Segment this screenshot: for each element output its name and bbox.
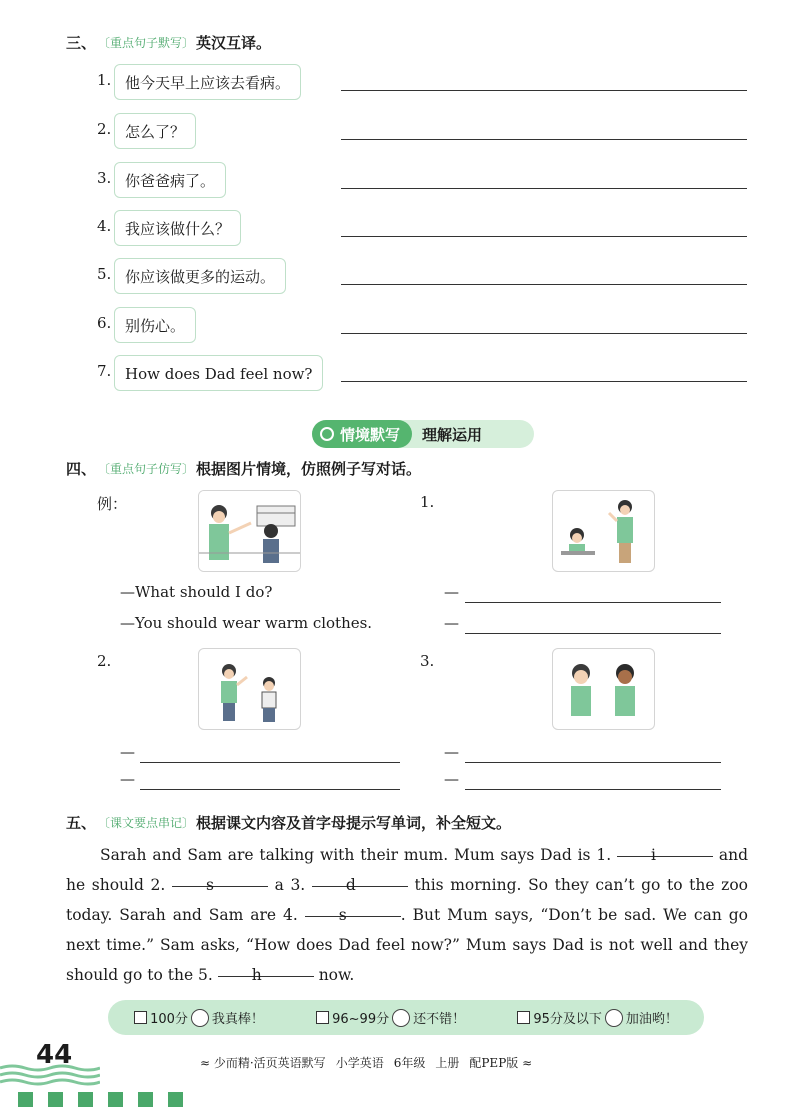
- item-1-number: 1.: [420, 493, 435, 511]
- example-answer: —You should wear warm clothes.: [120, 614, 373, 632]
- dash-mark: —: [444, 583, 459, 601]
- answer-line[interactable]: [140, 789, 400, 790]
- answer-line[interactable]: [465, 602, 721, 603]
- score-comment: 加油哟！: [625, 1012, 678, 1027]
- hint-letter: s: [338, 906, 347, 924]
- section-3-tag: 〔重点句子默写〕: [98, 36, 195, 50]
- answer-line[interactable]: [341, 381, 747, 382]
- blank-4[interactable]: [305, 900, 401, 924]
- checkbox[interactable]: [517, 1011, 530, 1024]
- checkbox[interactable]: [316, 1011, 329, 1024]
- blank-2[interactable]: [172, 870, 268, 894]
- item-3-number: 3.: [420, 652, 435, 670]
- translation-row: [97, 64, 752, 96]
- section-4-title: 根据图片情境，仿照例子写对话。: [196, 460, 422, 478]
- prompt-box: 你爸爸病了。: [114, 162, 226, 198]
- blank-5[interactable]: [218, 960, 314, 984]
- prompt-box: 别伤心。: [114, 307, 196, 343]
- square-icon: [48, 1092, 63, 1107]
- answer-line[interactable]: [341, 284, 747, 285]
- translation-row: [97, 307, 752, 339]
- square-decoration: [18, 1092, 183, 1107]
- footer-subject: 小学英语: [335, 1056, 384, 1070]
- footer-edition: 配PEP版 ≈: [469, 1056, 533, 1070]
- passage-text: Sarah and Sam are talking with their mum. Mum says Dad is 1.: [100, 846, 617, 864]
- answer-line[interactable]: [140, 762, 400, 763]
- score-bar: [108, 1000, 704, 1035]
- square-icon: [168, 1092, 183, 1107]
- dash-mark: —: [120, 743, 135, 761]
- section-5-title: 根据课文内容及首字母提示写单词，补全短文。: [196, 814, 512, 832]
- item-number: 5.: [97, 265, 112, 283]
- score-option: [134, 1008, 264, 1027]
- score-range: 100分: [150, 1012, 188, 1027]
- picture-3: [552, 648, 655, 730]
- answer-line[interactable]: [465, 762, 721, 763]
- answer-line[interactable]: [465, 789, 721, 790]
- frog-face-icon: [605, 1009, 623, 1027]
- passage-text: a 3.: [267, 876, 312, 894]
- passage-text: . But Mum says, “Don’t be sad. We can go next time.” Sam asks, “How does Dad feel now?” Mum says Dad is not well and they should go to the 5.: [66, 906, 749, 984]
- page-number: 44: [36, 1040, 73, 1070]
- section-banner: [312, 420, 534, 448]
- dash-mark: —: [444, 743, 459, 761]
- checkbox[interactable]: [134, 1011, 147, 1024]
- blank-1[interactable]: [617, 840, 713, 864]
- score-comment: 我真棒！: [211, 1012, 264, 1027]
- square-icon: [108, 1092, 123, 1107]
- hint-letter: i: [651, 846, 656, 864]
- answer-line[interactable]: [341, 236, 747, 237]
- footer-volume: 上册: [435, 1056, 460, 1070]
- smiley-face-icon: [392, 1009, 410, 1027]
- prompt-box: 怎么了？: [114, 113, 196, 149]
- banner-label: 情境默写: [340, 425, 401, 444]
- prompt-box: 我应该做什么？: [114, 210, 241, 246]
- score-comment: 还不错！: [413, 1012, 466, 1027]
- square-icon: [78, 1092, 93, 1107]
- hint-letter: s: [205, 876, 214, 894]
- section-4-prefix: 四、: [66, 460, 97, 478]
- section-3-heading: [66, 32, 271, 53]
- dash-mark: —: [444, 770, 459, 788]
- item-2-number: 2.: [97, 652, 112, 670]
- square-icon: [18, 1092, 33, 1107]
- section-5-prefix: 五、: [66, 814, 97, 832]
- target-icon: [320, 427, 334, 441]
- wave-decoration-icon: [0, 1064, 100, 1086]
- item-number: 4.: [97, 217, 112, 235]
- passage-text: and he should 2.: [66, 846, 748, 894]
- footer-series: ≈ 少而精·活页英语默写: [200, 1056, 326, 1070]
- answer-line[interactable]: [341, 333, 747, 334]
- footer-grade: 6年级: [393, 1056, 426, 1070]
- passage: [66, 840, 748, 990]
- picture-1: [552, 490, 655, 572]
- footer-info: [200, 1054, 532, 1071]
- answer-line[interactable]: [341, 188, 747, 189]
- translation-row: [97, 355, 752, 387]
- square-icon: [138, 1092, 153, 1107]
- dash-mark: —: [120, 770, 135, 788]
- example-label: 例：: [97, 495, 128, 513]
- item-number: 1.: [97, 71, 112, 89]
- section-3-prefix: 三、: [66, 34, 97, 52]
- hint-letter: h: [251, 966, 262, 984]
- translation-row: [97, 113, 752, 145]
- translation-row: [97, 162, 752, 194]
- translation-row: [97, 258, 752, 290]
- prompt-box: 你应该做更多的运动。: [114, 258, 286, 294]
- dash-mark: —: [444, 614, 459, 632]
- section-3-title: 英汉互译。: [196, 34, 272, 52]
- answer-line[interactable]: [341, 90, 747, 91]
- item-number: 6.: [97, 314, 112, 332]
- hint-letter: d: [345, 876, 356, 894]
- example-question: —What should I do?: [120, 583, 273, 601]
- translation-row: [97, 210, 752, 242]
- answer-line[interactable]: [465, 633, 721, 634]
- blank-3[interactable]: [312, 870, 408, 894]
- item-number: 2.: [97, 120, 112, 138]
- section-4-tag: 〔重点句子仿写〕: [98, 462, 195, 476]
- banner-pill: [312, 420, 412, 448]
- passage-text: now.: [313, 966, 355, 984]
- section-5-tag: 〔课文要点串记〕: [98, 816, 195, 830]
- example-picture: [198, 490, 301, 572]
- score-range: 96~99分: [332, 1012, 390, 1027]
- picture-2: [198, 648, 301, 730]
- item-number: 3.: [97, 169, 112, 187]
- item-number: 7.: [97, 362, 112, 380]
- section-5-heading: [66, 812, 511, 833]
- smiley-face-icon: [191, 1009, 209, 1027]
- score-option: [517, 1008, 678, 1027]
- prompt-box: 他今天早上应该去看病。: [114, 64, 301, 100]
- section-4-heading: [66, 458, 421, 479]
- banner-subtitle: 理解运用: [422, 425, 483, 444]
- prompt-box: How does Dad feel now?: [114, 355, 323, 391]
- score-range: 95分及以下: [533, 1012, 602, 1027]
- answer-line[interactable]: [341, 139, 747, 140]
- score-option: [316, 1008, 465, 1027]
- passage-text: this morning. So they can’t go to the zoo today. Sarah and Sam are 4.: [66, 876, 748, 924]
